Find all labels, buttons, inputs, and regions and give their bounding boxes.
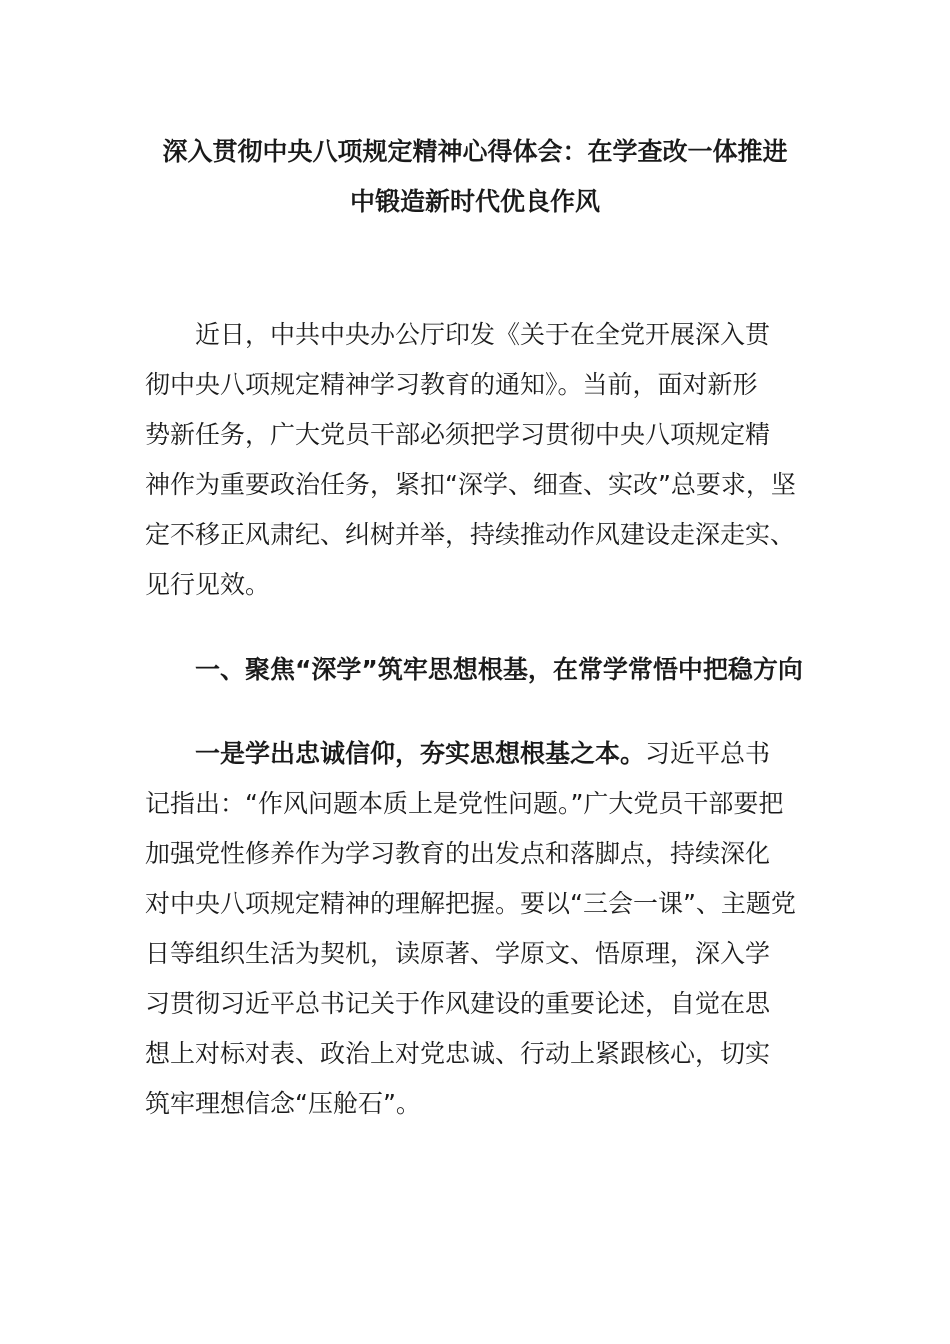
intro-line-4: 神作为重要政治任务，紧扣“深学、细查、实改”总要求，坚 [145,470,796,499]
body-line-3: 加强党性修养作为学习教育的出发点和落脚点，持续深化 [145,839,771,868]
body-line-5: 日等组织生活为契机，读原著、学原文、悟原理，深入学 [145,939,771,968]
body-paragraph [145,729,810,1129]
paragraph-lead-bold: 一是学出忠诚信仰，夯实思想根基之本。 [195,739,646,768]
title-line-2: 中锻造新时代优良作风 [349,187,600,216]
body-line-7: 想上对标对表、政治上对党忠诚、行动上紧跟核心，切实 [145,1039,771,1068]
section-heading-text: 一、聚焦“深学”筑牢思想根基，在常学常悟中把稳方向 [195,655,803,684]
document-title [120,127,830,227]
body-line-2: 记指出：“作风问题本质上是党性问题。”广大党员干部要把 [145,789,784,818]
intro-line-6: 见行见效。 [145,570,271,599]
section-heading [145,645,810,695]
intro-line-1: 近日，中共中央办公厅印发《关于在全党开展深入贯 [195,320,771,349]
body-line-4: 对中央八项规定精神的理解把握。要以“三会一课”、主题党 [145,889,796,918]
paragraph-lead-rest: 习近平总书 [645,739,771,768]
intro-paragraph [145,310,810,610]
intro-line-3: 势新任务，广大党员干部必须把学习贯彻中央八项规定精 [145,420,771,449]
body-line-1 [145,729,810,779]
title-line-1: 深入贯彻中央八项规定精神心得体会：在学查改一体推进 [162,137,788,166]
intro-line-5: 定不移正风肃纪、纠树并举，持续推动作风建设走深走实、 [145,520,796,549]
body-line-8: 筑牢理想信念“压舱石”。 [145,1089,421,1118]
body-line-6: 习贯彻习近平总书记关于作风建设的重要论述，自觉在思 [145,989,771,1018]
intro-line-2: 彻中央八项规定精神学习教育的通知》。当前，面对新形 [145,370,758,399]
